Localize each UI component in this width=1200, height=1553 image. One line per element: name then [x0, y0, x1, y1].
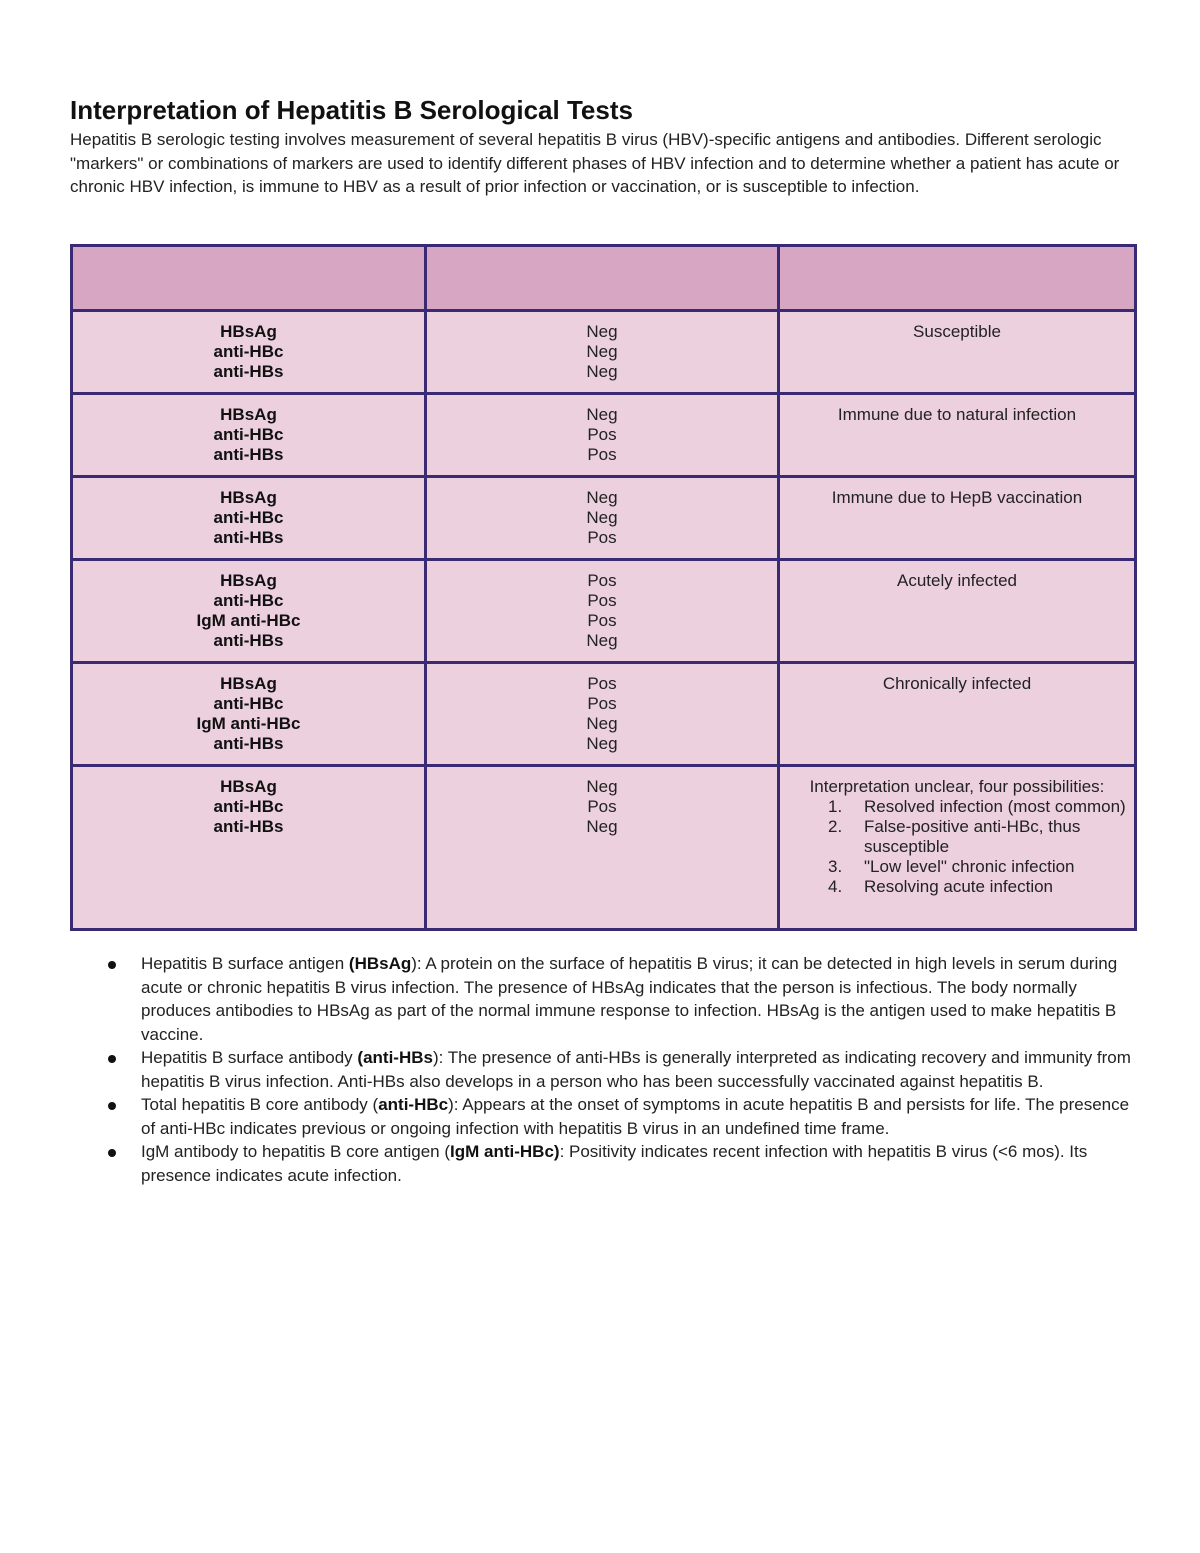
marker-name: HBsAg: [220, 322, 277, 341]
result-value: Neg: [586, 342, 618, 361]
interpretation-text: Acutely infected: [896, 571, 1017, 590]
header-cell-markers: [72, 246, 426, 311]
list-number: 4.: [828, 877, 843, 896]
marker-name: HBsAg: [220, 777, 277, 796]
list-number: 1.: [828, 797, 843, 816]
result-value: Neg: [586, 777, 618, 796]
marker-name: anti-HBs: [213, 734, 284, 753]
marker-name: HBsAg: [220, 488, 277, 507]
result-value: Neg: [586, 322, 618, 341]
interpretation-text: Susceptible: [913, 322, 1001, 341]
bullet-icon: [108, 961, 116, 969]
intro-paragraph: Hepatitis B serologic testing involves measurement of several hepatitis B virus (HBV)-specific antigens and antibodies. Different serologic "markers" or combinations of markers are used to identify different phases of HBV infection and to determine whether a patient has acute or chronic HBV infection, is immune to HBV as a result of prior infection or vaccination, or is susceptible to infection.: [70, 130, 1120, 196]
definition-text: ): A protein on the surface of hepatitis B virus; it can be detected in high levels in serum during acute or chronic hepatitis B virus infection. The presence of HBsAg indicates that the person is infectious. The body normally produces antibodies to HBsAg as part of the normal immune response to infection. HBsAg is the antigen used to make hepatitis B vaccine.: [141, 954, 1118, 1044]
markers-cell: [72, 663, 426, 766]
definition-item: [70, 1140, 1134, 1187]
result-value: Pos: [587, 425, 617, 444]
definition-term: IgM anti-HBc): [450, 1142, 560, 1161]
marker-name: IgM anti-HBc: [196, 611, 301, 630]
marker-name: HBsAg: [220, 674, 277, 693]
marker-name: anti-HBs: [213, 528, 284, 547]
marker-name: anti-HBc: [213, 425, 284, 444]
marker-name: anti-HBs: [213, 362, 284, 381]
result-value: Pos: [587, 611, 617, 630]
bullet-icon: [108, 1149, 116, 1157]
interpretation-text: Immune due to HepB vaccination: [831, 488, 1083, 507]
result-value: Pos: [587, 694, 617, 713]
definition-pre: Hepatitis B surface antibody: [141, 1048, 358, 1067]
table-row: [72, 663, 1136, 766]
header-cell-results: [426, 246, 779, 311]
document-page: [70, 94, 1134, 1185]
possibilities-list: [786, 797, 1128, 897]
definition-item: [70, 1093, 1134, 1140]
interpretation-cell: [779, 311, 1136, 394]
markers-cell: [72, 311, 426, 394]
table-row: [72, 477, 1136, 560]
marker-name: anti-HBc: [213, 508, 284, 527]
result-value: Pos: [587, 445, 617, 464]
definition-pre: IgM antibody to hepatitis B core antigen (: [141, 1142, 451, 1161]
table-header-row: [72, 246, 1136, 311]
definitions-list: [70, 952, 1134, 1187]
results-cell: [426, 394, 779, 477]
result-value: Pos: [587, 674, 617, 693]
definition-term: (HBsAg: [348, 954, 412, 973]
interpretation-text: Interpretation unclear, four possibilities:: [809, 777, 1105, 796]
bullet-icon: [108, 1055, 116, 1063]
result-value: Neg: [586, 734, 618, 753]
result-value: Neg: [586, 817, 618, 836]
list-item: [802, 857, 1128, 877]
serology-table: [70, 244, 1137, 931]
marker-name: anti-HBc: [213, 694, 284, 713]
list-text: "Low level" chronic infection: [864, 857, 1075, 876]
result-value: Neg: [586, 714, 618, 733]
definition-pre: Hepatitis B surface antigen: [141, 954, 349, 973]
list-number: 3.: [828, 857, 843, 876]
result-value: Pos: [587, 591, 617, 610]
marker-name: anti-HBc: [213, 342, 284, 361]
result-value: Pos: [587, 797, 617, 816]
markers-cell: [72, 394, 426, 477]
marker-name: anti-HBc: [213, 591, 284, 610]
header-cell-interpretation: [779, 246, 1136, 311]
list-text: Resolved infection (most common): [864, 797, 1126, 816]
interpretation-cell: [779, 766, 1136, 930]
table-row: [72, 766, 1136, 930]
interpretation-cell: [779, 560, 1136, 663]
list-item: [802, 877, 1128, 897]
interpretation-cell: [779, 394, 1136, 477]
interpretation-cell: [779, 663, 1136, 766]
definition-term: (anti-HBs: [357, 1048, 433, 1067]
markers-cell: [72, 560, 426, 663]
definition-text: ): The presence of anti-HBs is generally interpreted as indicating recovery and immunity from hepatitis B virus infection. Anti-HBs also develops in a person who has been successfully vaccinated against hepatitis B.: [141, 1048, 1131, 1091]
definition-item: [70, 952, 1134, 1046]
marker-name: anti-HBs: [213, 445, 284, 464]
results-cell: [426, 477, 779, 560]
definition-text: : Positivity indicates recent infection with hepatitis B virus (<6 mos). Its presence indicates acute infection.: [141, 1142, 1088, 1185]
marker-name: anti-HBs: [213, 631, 284, 650]
results-cell: [426, 766, 779, 930]
results-cell: [426, 560, 779, 663]
marker-name: anti-HBc: [213, 797, 284, 816]
interpretation-cell: [779, 477, 1136, 560]
list-text: False-positive anti-HBc, thus susceptible: [864, 817, 1081, 856]
result-value: Pos: [587, 571, 617, 590]
page-title: Interpretation of Hepatitis B Serological Tests: [70, 95, 633, 125]
table-row: [72, 311, 1136, 394]
markers-cell: [72, 477, 426, 560]
marker-name: HBsAg: [220, 571, 277, 590]
interpretation-text: Immune due to natural infection: [837, 405, 1077, 424]
marker-name: HBsAg: [220, 405, 277, 424]
marker-name: anti-HBs: [213, 817, 284, 836]
definition-pre: Total hepatitis B core antibody (: [141, 1095, 379, 1114]
markers-cell: [72, 766, 426, 930]
list-item: [802, 817, 1128, 857]
result-value: Neg: [586, 405, 618, 424]
definition-term: anti-HBc: [378, 1095, 449, 1114]
result-value: Pos: [587, 528, 617, 547]
definition-text: ): Appears at the onset of symptoms in acute hepatitis B and persists for life. The presence of anti-HBc indicates previous or ongoing infection with hepatitis B virus in an undefined time frame.: [141, 1095, 1130, 1138]
list-item: [802, 797, 1128, 817]
list-number: 2.: [828, 817, 843, 836]
list-text: Resolving acute infection: [864, 877, 1054, 896]
marker-name: IgM anti-HBc: [196, 714, 301, 733]
interpretation-text: Chronically infected: [882, 674, 1032, 693]
results-cell: [426, 311, 779, 394]
result-value: Neg: [586, 488, 618, 507]
result-value: Neg: [586, 508, 618, 527]
definition-item: [70, 1046, 1134, 1093]
result-value: Neg: [586, 362, 618, 381]
table-row: [72, 394, 1136, 477]
result-value: Neg: [586, 631, 618, 650]
table-row: [72, 560, 1136, 663]
results-cell: [426, 663, 779, 766]
bullet-icon: [108, 1102, 116, 1110]
